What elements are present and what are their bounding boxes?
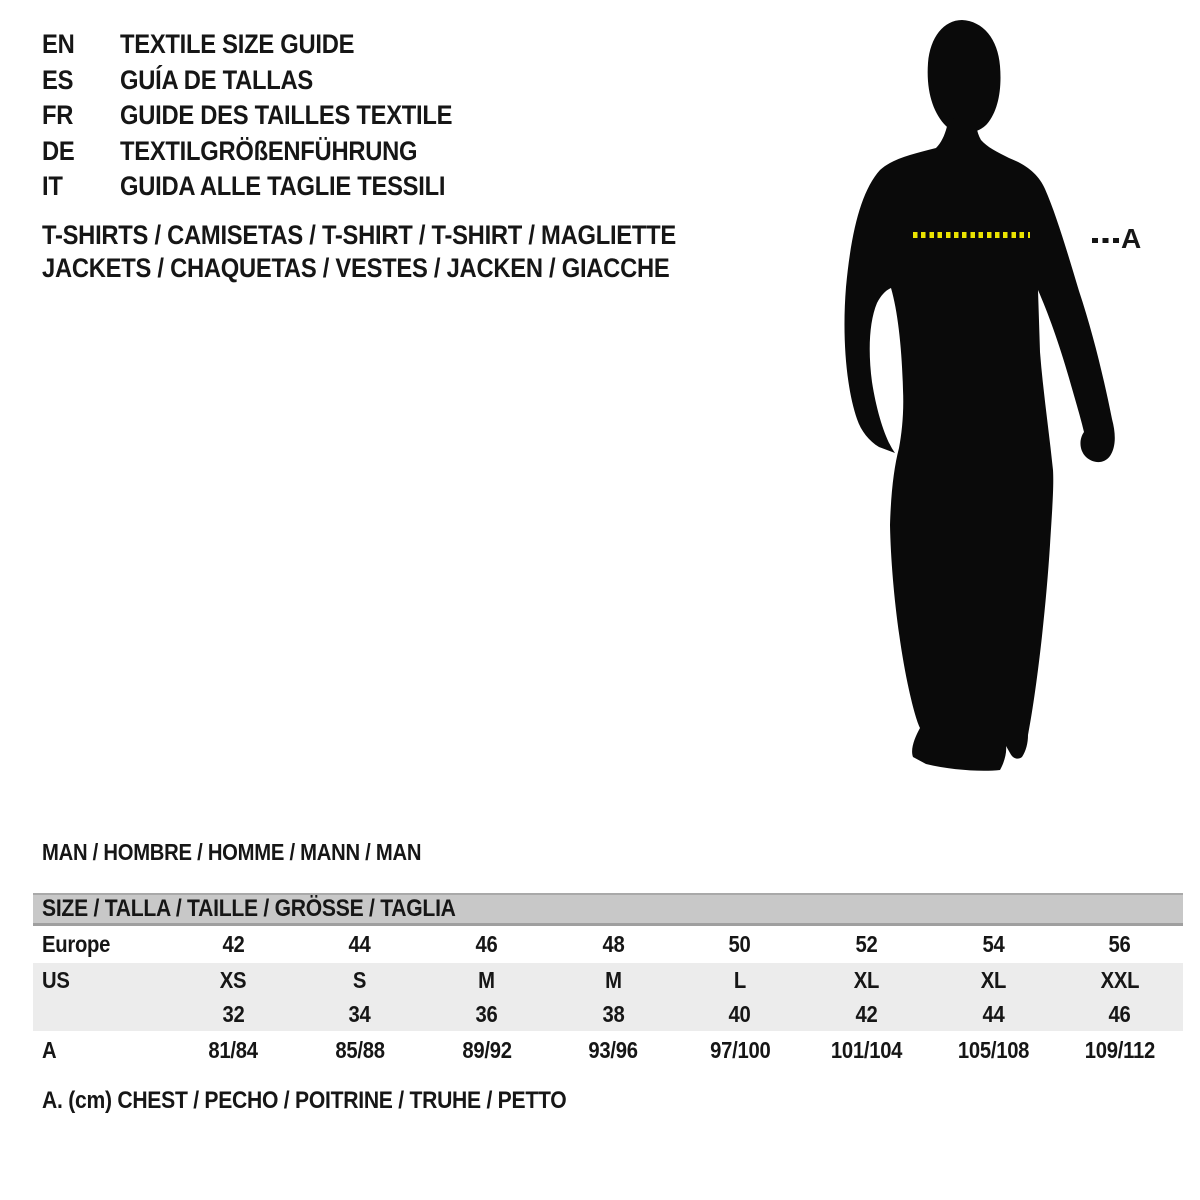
chest-measure-line — [913, 232, 1030, 238]
cell-value: XL — [980, 966, 1006, 993]
cell-value: XXL — [1100, 966, 1139, 993]
cell-value: XS — [220, 966, 247, 993]
cell-value: 109/112 — [1084, 1036, 1155, 1063]
language-row — [42, 134, 498, 170]
cell-value: 38 — [602, 1000, 625, 1027]
language-row — [42, 27, 498, 63]
row-label: Europe — [42, 931, 111, 957]
cell-value: 50 — [728, 931, 751, 957]
size-table-header — [33, 893, 1183, 926]
cell-value: 56 — [1108, 931, 1131, 957]
language-code: DE — [42, 135, 75, 166]
language-row — [42, 98, 498, 134]
row-label: US — [42, 966, 70, 993]
cell-value: 34 — [348, 1000, 371, 1027]
cell-value: 44 — [348, 931, 371, 957]
cell-value: 85/88 — [335, 1036, 385, 1063]
measure-label: A — [1121, 223, 1141, 254]
cell-value: 36 — [475, 1000, 498, 1027]
cell-value: 89/92 — [461, 1036, 512, 1063]
cell-value: M — [604, 966, 622, 993]
cell-value: S — [353, 966, 367, 993]
language-code: ES — [42, 64, 74, 95]
category-line-tshirts: T-SHIRTS / CAMISETAS / T-SHIRT / T-SHIRT / MAGLIETTE — [42, 220, 676, 250]
size-table-header-label: SIZE / TALLA / TAILLE / GRÖSSE / TAGLIA — [42, 895, 456, 922]
language-code: FR — [42, 100, 74, 131]
cell-value: 101/104 — [830, 1036, 903, 1063]
row-label: A — [42, 1036, 57, 1063]
cell-value: 42 — [855, 1000, 878, 1027]
table-row-us-numeric — [33, 997, 1183, 1031]
cell-value: 93/96 — [588, 1036, 638, 1063]
man-silhouette — [820, 12, 1140, 780]
language-row — [42, 63, 498, 99]
table-row-chest — [33, 1031, 1183, 1069]
language-code: EN — [42, 29, 75, 60]
footnote: A. (cm) CHEST / PECHO / POITRINE / TRUHE / PETTO — [42, 1087, 567, 1114]
table-row-us — [33, 963, 1183, 997]
cell-value: 105/108 — [957, 1036, 1029, 1063]
category-line-jackets: JACKETS / CHAQUETAS / VESTES / JACKEN / GIACCHE — [42, 253, 670, 283]
guide-title: GUÍA DE TALLAS — [120, 64, 313, 95]
cell-value: 81/84 — [208, 1036, 258, 1063]
cell-value: 54 — [982, 931, 1005, 957]
guide-title: GUIDA ALLE TAGLIE TESSILI — [120, 171, 446, 202]
cell-value: 97/100 — [709, 1036, 770, 1063]
silhouette-body — [844, 116, 1114, 771]
silhouette-head — [928, 20, 1001, 133]
cell-value: L — [733, 966, 746, 993]
guide-title: TEXTILGRÖßENFÜHRUNG — [120, 135, 418, 166]
section-title: MAN / HOMBRE / HOMME / MANN / MAN — [42, 839, 422, 865]
cell-value: 32 — [222, 1000, 245, 1027]
cell-value: 42 — [222, 931, 245, 957]
cell-value: XL — [853, 966, 880, 993]
cell-value: 52 — [855, 931, 878, 957]
table-row-europe — [33, 926, 1183, 963]
language-title-list — [42, 27, 498, 205]
cell-value: 48 — [602, 931, 625, 957]
cell-value: M — [478, 966, 495, 993]
cell-value: 46 — [475, 931, 498, 957]
cell-value: 46 — [1108, 1000, 1131, 1027]
cell-value: 40 — [728, 1000, 751, 1027]
language-row — [42, 169, 498, 205]
guide-title: GUIDE DES TAILLES TEXTILE — [120, 100, 453, 131]
language-code: IT — [42, 171, 63, 202]
size-table — [33, 893, 1183, 1069]
measure-callout-dashes — [1092, 238, 1119, 243]
category-list — [42, 219, 762, 285]
cell-value: 44 — [982, 1000, 1005, 1027]
guide-title: TEXTILE SIZE GUIDE — [120, 29, 355, 60]
